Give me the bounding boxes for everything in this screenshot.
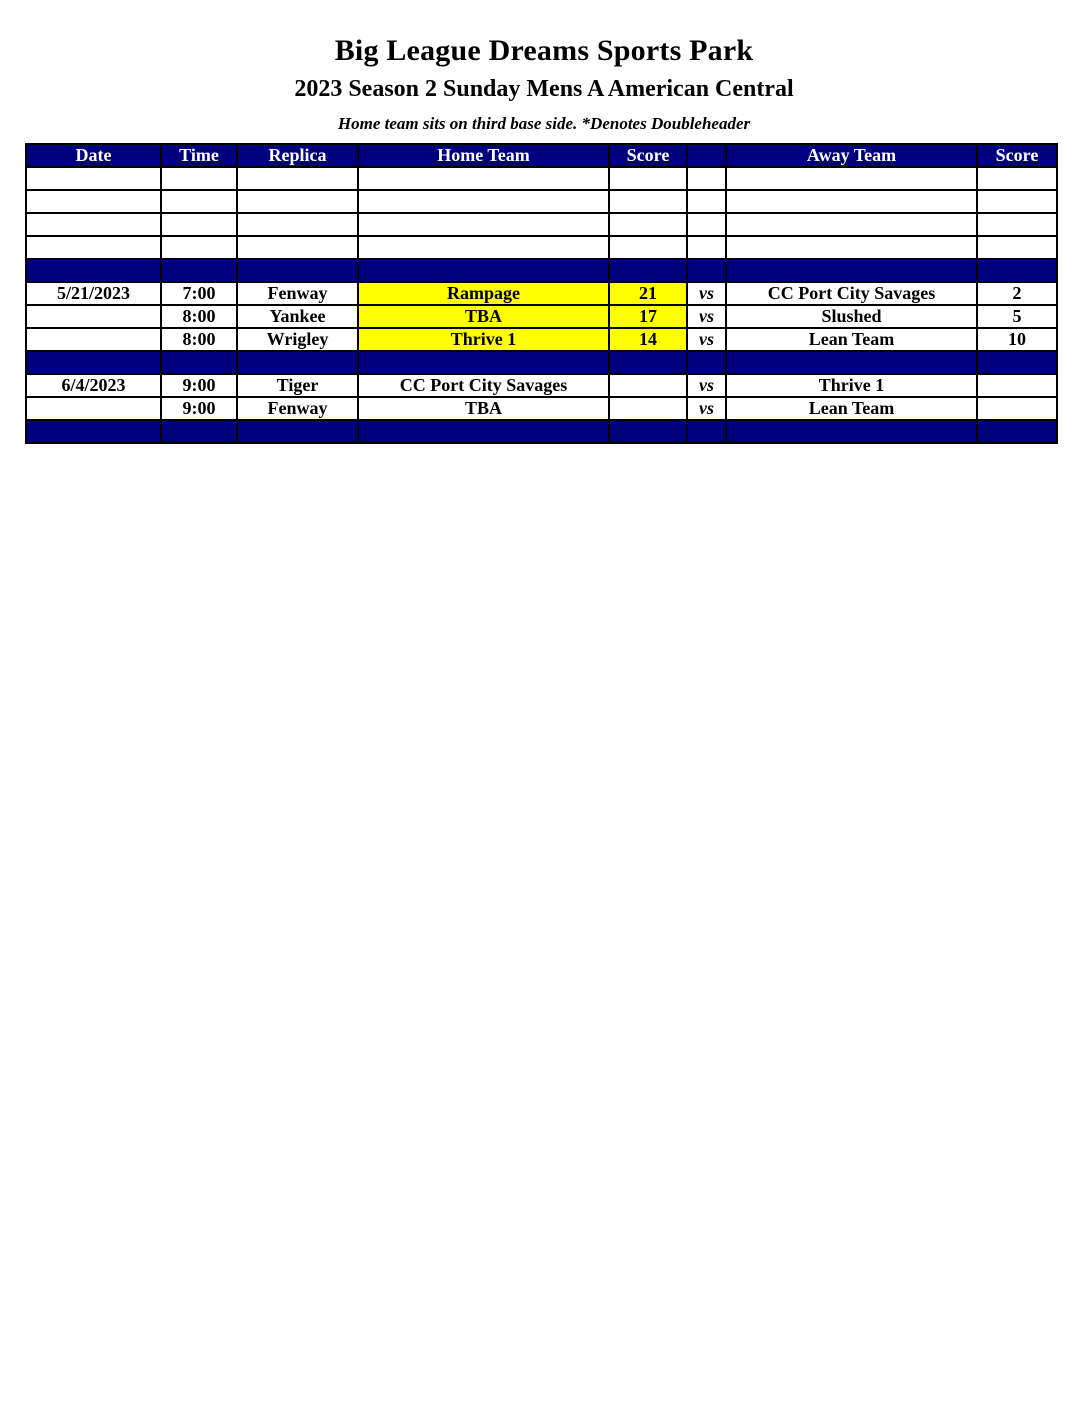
home-team-cell	[358, 420, 609, 443]
replica-cell	[237, 236, 358, 259]
header-time: Time	[161, 144, 237, 167]
away-team-cell: Lean Team	[726, 397, 977, 420]
date-cell	[26, 420, 161, 443]
header-row	[26, 144, 1057, 167]
blank-row	[26, 190, 1057, 213]
away-team-cell	[726, 236, 977, 259]
away-score-cell	[977, 213, 1057, 236]
header-date: Date	[26, 144, 161, 167]
home-team-cell: TBA	[358, 397, 609, 420]
replica-cell: Yankee	[237, 305, 358, 328]
vs-label: vs	[687, 305, 726, 328]
away-team-cell	[726, 351, 977, 374]
page-subtitle: 2023 Season 2 Sunday Mens A American Central	[294, 76, 794, 102]
replica-cell	[237, 213, 358, 236]
home-score-cell	[609, 167, 687, 190]
replica-cell	[237, 259, 358, 282]
blank-row	[26, 167, 1057, 190]
replica-cell: Wrigley	[237, 328, 358, 351]
replica-cell: Fenway	[237, 397, 358, 420]
header-replica: Replica	[237, 144, 358, 167]
away-team-cell	[726, 420, 977, 443]
home-team-cell: TBA	[358, 305, 609, 328]
date-cell	[26, 190, 161, 213]
replica-cell	[237, 351, 358, 374]
time-cell: 9:00	[161, 397, 237, 420]
away-team-cell: Lean Team	[726, 328, 977, 351]
home-score-cell: 21	[609, 282, 687, 305]
home-team-cell: Rampage	[358, 282, 609, 305]
away-score-cell: 10	[977, 328, 1057, 351]
header-away-team: Away Team	[726, 144, 977, 167]
replica-cell	[237, 167, 358, 190]
home-score-cell	[609, 397, 687, 420]
home-score-cell: 17	[609, 305, 687, 328]
away-score-cell	[977, 397, 1057, 420]
away-team-cell: Slushed	[726, 305, 977, 328]
away-score-cell	[977, 259, 1057, 282]
replica-cell	[237, 420, 358, 443]
vs-label: vs	[687, 328, 726, 351]
date-cell	[26, 328, 161, 351]
away-team-cell	[726, 259, 977, 282]
away-team-cell	[726, 213, 977, 236]
vs-label: vs	[687, 374, 726, 397]
date-cell	[26, 305, 161, 328]
page-title: Big League Dreams Sports Park	[334, 34, 754, 67]
home-score-cell	[609, 190, 687, 213]
date-cell	[26, 351, 161, 374]
home-team-cell	[358, 259, 609, 282]
time-cell	[161, 236, 237, 259]
date-cell	[26, 236, 161, 259]
home-team-cell: Thrive 1	[358, 328, 609, 351]
away-score-cell	[977, 167, 1057, 190]
away-score-cell: 2	[977, 282, 1057, 305]
separator-row	[26, 259, 1057, 282]
time-cell: 7:00	[161, 282, 237, 305]
home-score-cell: 14	[609, 328, 687, 351]
away-team-cell: CC Port City Savages	[726, 282, 977, 305]
schedule-table	[25, 143, 1058, 444]
home-score-cell	[609, 374, 687, 397]
blank-row	[26, 236, 1057, 259]
vs-label: vs	[687, 397, 726, 420]
game-row	[26, 374, 1057, 397]
doubleheader-note: Home team sits on third base side. *Denotes Doubleheader	[337, 114, 751, 133]
home-score-cell	[609, 351, 687, 374]
blank-row	[26, 213, 1057, 236]
away-score-cell	[977, 374, 1057, 397]
date-cell	[26, 213, 161, 236]
header-vs	[687, 144, 726, 167]
header-home-score: Score	[609, 144, 687, 167]
date-cell: 6/4/2023	[26, 374, 161, 397]
date-cell	[26, 167, 161, 190]
home-score-cell	[609, 420, 687, 443]
vs-label	[687, 259, 726, 282]
vs-label	[687, 420, 726, 443]
away-score-cell: 5	[977, 305, 1057, 328]
time-cell: 9:00	[161, 374, 237, 397]
home-score-cell	[609, 259, 687, 282]
time-cell: 8:00	[161, 305, 237, 328]
game-row	[26, 305, 1057, 328]
header-home-team: Home Team	[358, 144, 609, 167]
away-score-cell	[977, 190, 1057, 213]
time-cell	[161, 420, 237, 443]
home-team-cell	[358, 167, 609, 190]
vs-label	[687, 213, 726, 236]
time-cell: 8:00	[161, 328, 237, 351]
replica-cell: Fenway	[237, 282, 358, 305]
home-team-cell	[358, 351, 609, 374]
away-team-cell: Thrive 1	[726, 374, 977, 397]
time-cell	[161, 190, 237, 213]
game-row	[26, 328, 1057, 351]
header-away-score: Score	[977, 144, 1057, 167]
replica-cell: Tiger	[237, 374, 358, 397]
home-score-cell	[609, 213, 687, 236]
date-cell	[26, 259, 161, 282]
time-cell	[161, 351, 237, 374]
date-cell	[26, 397, 161, 420]
game-row	[26, 397, 1057, 420]
date-cell: 5/21/2023	[26, 282, 161, 305]
away-team-cell	[726, 167, 977, 190]
home-team-cell	[358, 236, 609, 259]
time-cell	[161, 259, 237, 282]
vs-label	[687, 190, 726, 213]
home-team-cell	[358, 190, 609, 213]
separator-row	[26, 351, 1057, 374]
vs-label: vs	[687, 282, 726, 305]
time-cell	[161, 167, 237, 190]
vs-label	[687, 167, 726, 190]
away-team-cell	[726, 190, 977, 213]
replica-cell	[237, 190, 358, 213]
away-score-cell	[977, 420, 1057, 443]
away-score-cell	[977, 236, 1057, 259]
separator-row	[26, 420, 1057, 443]
time-cell	[161, 213, 237, 236]
away-score-cell	[977, 351, 1057, 374]
game-row	[26, 282, 1057, 305]
vs-label	[687, 351, 726, 374]
home-team-cell	[358, 213, 609, 236]
vs-label	[687, 236, 726, 259]
home-team-cell: CC Port City Savages	[358, 374, 609, 397]
home-score-cell	[609, 236, 687, 259]
schedule-body	[26, 167, 1057, 443]
